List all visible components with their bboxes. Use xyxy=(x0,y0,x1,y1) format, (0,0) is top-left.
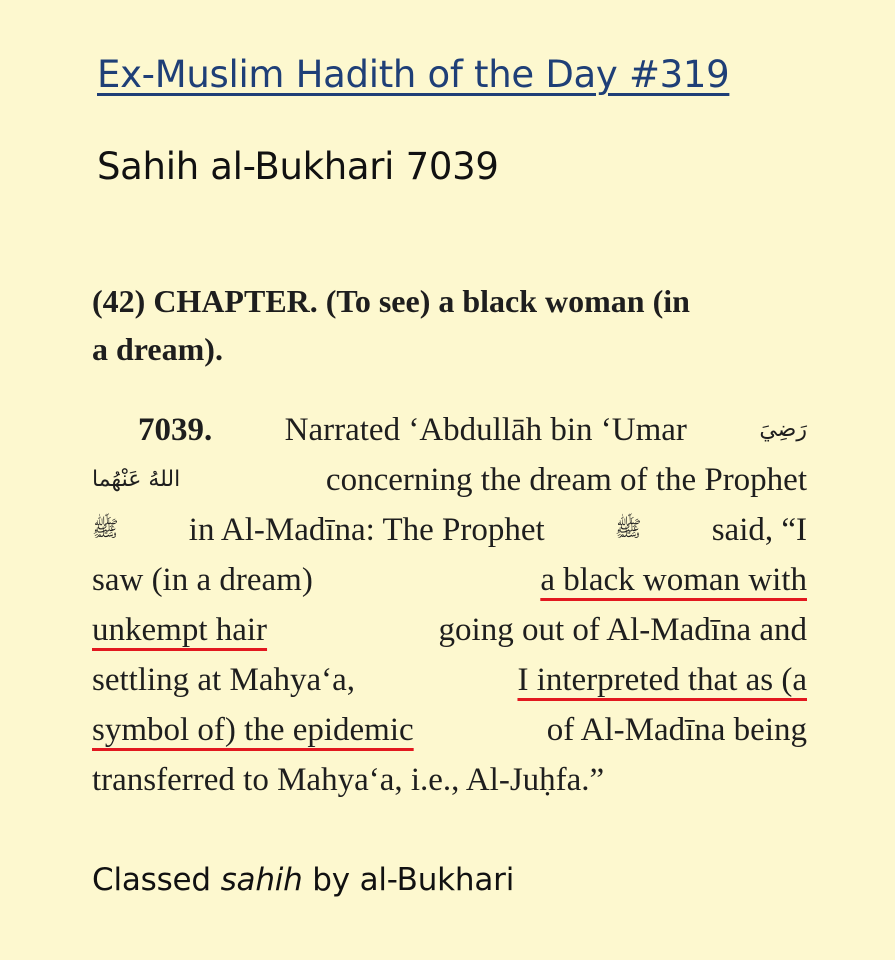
hadith-number: 7039. xyxy=(138,412,213,448)
arabic-honorific-cont: اللهُ عَنْهُما xyxy=(92,467,181,492)
source-title: Sahih al-Bukhari 7039 xyxy=(97,145,499,188)
hadith-text-segment: in Al-Madīna: The Prophet xyxy=(188,512,545,548)
hadith-text-segment: of Al-Madīna being xyxy=(546,712,807,748)
grading-value: sahih xyxy=(220,862,303,898)
highlighted-phrase: a black woman with xyxy=(540,562,807,598)
prophet-salutation-icon: ﷺ xyxy=(614,517,642,542)
hadith-text-segment: saw (in a dream) xyxy=(92,562,313,598)
hadith-text-segment: said, “I xyxy=(711,512,807,548)
arabic-honorific: رَضِيَ xyxy=(759,417,807,442)
narrator-text: Narrated ‘Abdullāh bin ‘Umar xyxy=(284,412,687,448)
hadith-line-7 xyxy=(92,707,807,757)
hadith-line-2 xyxy=(92,457,807,507)
grading-suffix: by al-Bukhari xyxy=(312,862,515,898)
chapter-line-1: (42) CHAPTER. (To see) a black woman (in xyxy=(92,283,690,319)
hadith-line-1 xyxy=(92,407,807,457)
highlighted-phrase: unkempt hair xyxy=(92,612,268,648)
hadith-text-segment: concerning the dream of the Prophet xyxy=(325,462,807,498)
grading-prefix: Classed xyxy=(92,862,211,898)
grading-note xyxy=(92,862,514,898)
hadith-line-5 xyxy=(92,607,807,657)
chapter-heading xyxy=(92,277,807,373)
prophet-salutation-icon: ﷺ xyxy=(92,517,119,542)
hadith-line-3 xyxy=(92,507,807,557)
hadith-text-segment: settling at Mahya‘a, xyxy=(92,662,356,698)
hadith-line-8 xyxy=(92,757,807,807)
hadith-line-4 xyxy=(92,557,807,607)
page-title: Ex-Muslim Hadith of the Day #319 xyxy=(97,53,730,96)
hadith-line-6 xyxy=(92,657,807,707)
hadith-text xyxy=(92,407,807,807)
hadith-text-segment: going out of Al-Madīna and xyxy=(438,612,807,648)
hadith-text-segment: transferred to Mahya‘a, i.e., Al-Juḥfa.” xyxy=(92,762,605,798)
chapter-line-2: a dream). xyxy=(92,331,223,367)
highlighted-phrase: symbol of) the epidemic xyxy=(92,712,414,748)
highlighted-phrase: I interpreted that as (a xyxy=(517,662,807,698)
